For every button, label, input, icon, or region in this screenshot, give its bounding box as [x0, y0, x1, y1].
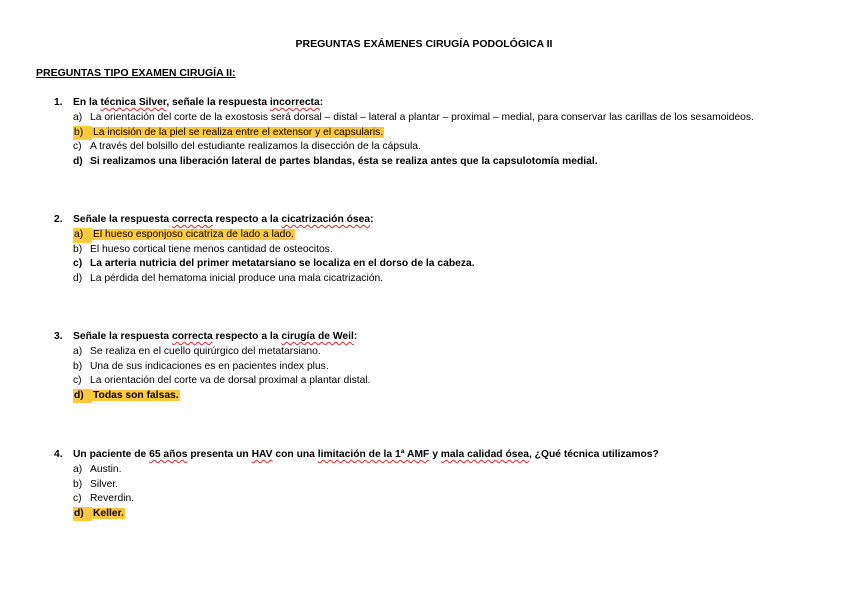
- answer-3b: [73, 360, 370, 375]
- question-text: Señale la respuesta: [73, 331, 173, 342]
- answer-text: Austin.: [90, 464, 122, 475]
- spellcheck-word: correcta: [172, 214, 213, 225]
- answer-text: Una de sus indicaciones es en pacientes index plus.: [90, 360, 329, 372]
- answer-4c: [73, 492, 659, 507]
- answer-text-highlighted: Keller.: [93, 507, 124, 519]
- answer-letter: a): [73, 464, 83, 475]
- question-text: presenta un: [187, 449, 252, 460]
- answer-letter: c): [73, 141, 82, 152]
- spellcheck-word: mala calidad ósea: [440, 449, 529, 460]
- question-2: [54, 212, 475, 286]
- answer-text: Se realiza en el cuello quirúrgico del metatarsiano.: [90, 346, 321, 357]
- answer-letter: c): [73, 493, 82, 504]
- question-text: En la: [73, 97, 101, 108]
- question-number: 1.: [54, 97, 63, 108]
- question-4-header: [54, 447, 659, 463]
- document-title: PREGUNTAS EXÁMENES CIRUGÍA PODOLÓGICA II: [295, 38, 553, 50]
- answer-letter: b): [73, 478, 83, 490]
- answer-text-highlighted: Todas son falsas.: [93, 389, 179, 401]
- question-text: respecto a la: [212, 331, 282, 342]
- answer-1c: [73, 140, 754, 155]
- spellcheck-word: HAV: [251, 449, 273, 460]
- answer-letter: a): [73, 346, 83, 357]
- answer-text: A través del bolsillo del estudiante realizamos la disección de la cápsula.: [90, 141, 421, 152]
- spellcheck-word: 65 años: [149, 449, 188, 460]
- answer-4b: [73, 478, 659, 493]
- spellcheck-word: correcta: [172, 331, 213, 342]
- answer-1a: [73, 111, 754, 126]
- answer-1b: [73, 126, 754, 141]
- answer-text: Si realizamos una liberación lateral de partes blandas, ésta se realiza antes que la capsulotomía medial.: [90, 155, 598, 167]
- answer-text: Reverdin.: [90, 493, 135, 504]
- answer-4a: [73, 463, 659, 478]
- answer-letter: a): [73, 228, 92, 243]
- answer-text: La pérdida del hematoma inicial produce una mala cicatrización.: [90, 272, 384, 284]
- answer-text: La orientación del corte de la exostosis será dorsal – distal – lateral a plantar – proximal – medial, para conservar las carillas de los sesamoideos.: [90, 112, 754, 123]
- spellcheck-word: incorrecta: [269, 97, 320, 108]
- answer-letter: b): [73, 243, 83, 255]
- answer-letter: a): [73, 112, 83, 123]
- answer-2b: [73, 243, 475, 258]
- answer-text: La arteria nutricia del primer metatarsiano se localiza en el dorso de la cabeza.: [90, 258, 475, 269]
- answer-3c: [73, 374, 370, 389]
- answer-4d: [73, 507, 659, 522]
- answer-letter: d): [73, 389, 92, 404]
- question-number: 2.: [54, 214, 63, 225]
- question-3: [54, 329, 370, 403]
- spellcheck-word: técnica Silver: [100, 97, 167, 108]
- question-3-header: [54, 329, 370, 345]
- question-number: 3.: [54, 331, 63, 342]
- answer-3d: [73, 389, 370, 404]
- question-text: respecto a la: [212, 214, 282, 225]
- answer-2d: [73, 272, 475, 287]
- question-text: y: [429, 449, 441, 460]
- question-2-header: [54, 212, 475, 228]
- answer-1d: [73, 155, 754, 170]
- answer-text: Silver.: [90, 478, 119, 490]
- question-1: [54, 95, 754, 169]
- question-4: [54, 447, 659, 521]
- answer-3a: [73, 345, 370, 360]
- answer-2a: [73, 228, 475, 243]
- answer-text-highlighted: El hueso esponjoso cicatriza de lado a lado.: [93, 229, 294, 240]
- answer-letter: d): [73, 155, 83, 167]
- question-text: , ¿Qué técnica utilizamos?: [528, 449, 659, 460]
- question-text: :: [370, 214, 374, 225]
- question-text: con una: [272, 449, 318, 460]
- answer-text-highlighted: La incisión de la piel se realiza entre el extensor y el capsularis.: [93, 126, 384, 138]
- question-text: Un paciente de: [73, 449, 150, 460]
- spellcheck-word: cicatrización ósea: [281, 214, 371, 225]
- spellcheck-word: limitación de la 1ª AMF: [317, 449, 430, 460]
- answer-letter: c): [73, 375, 82, 386]
- question-text: :: [319, 97, 324, 108]
- spellcheck-word: cirugía de Weil: [281, 331, 354, 342]
- answer-letter: c): [73, 258, 83, 269]
- answer-2c: [73, 257, 475, 272]
- answer-text: La orientación del corte va de dorsal proximal a plantar distal.: [90, 375, 371, 386]
- answer-letter: d): [73, 272, 83, 284]
- question-1-header: [54, 95, 754, 111]
- answer-letter: b): [73, 126, 92, 141]
- answer-letter: d): [73, 507, 92, 522]
- answer-text: El hueso cortical tiene menos cantidad de osteocitos.: [90, 243, 333, 255]
- question-number: 4.: [54, 449, 63, 460]
- section-title: PREGUNTAS TIPO EXAMEN CIRUGÍA II:: [36, 67, 236, 79]
- question-text: , señale la respuesta: [166, 97, 270, 108]
- question-text: :: [353, 331, 358, 342]
- question-text: Señale la respuesta: [73, 214, 173, 225]
- answer-letter: b): [73, 360, 83, 372]
